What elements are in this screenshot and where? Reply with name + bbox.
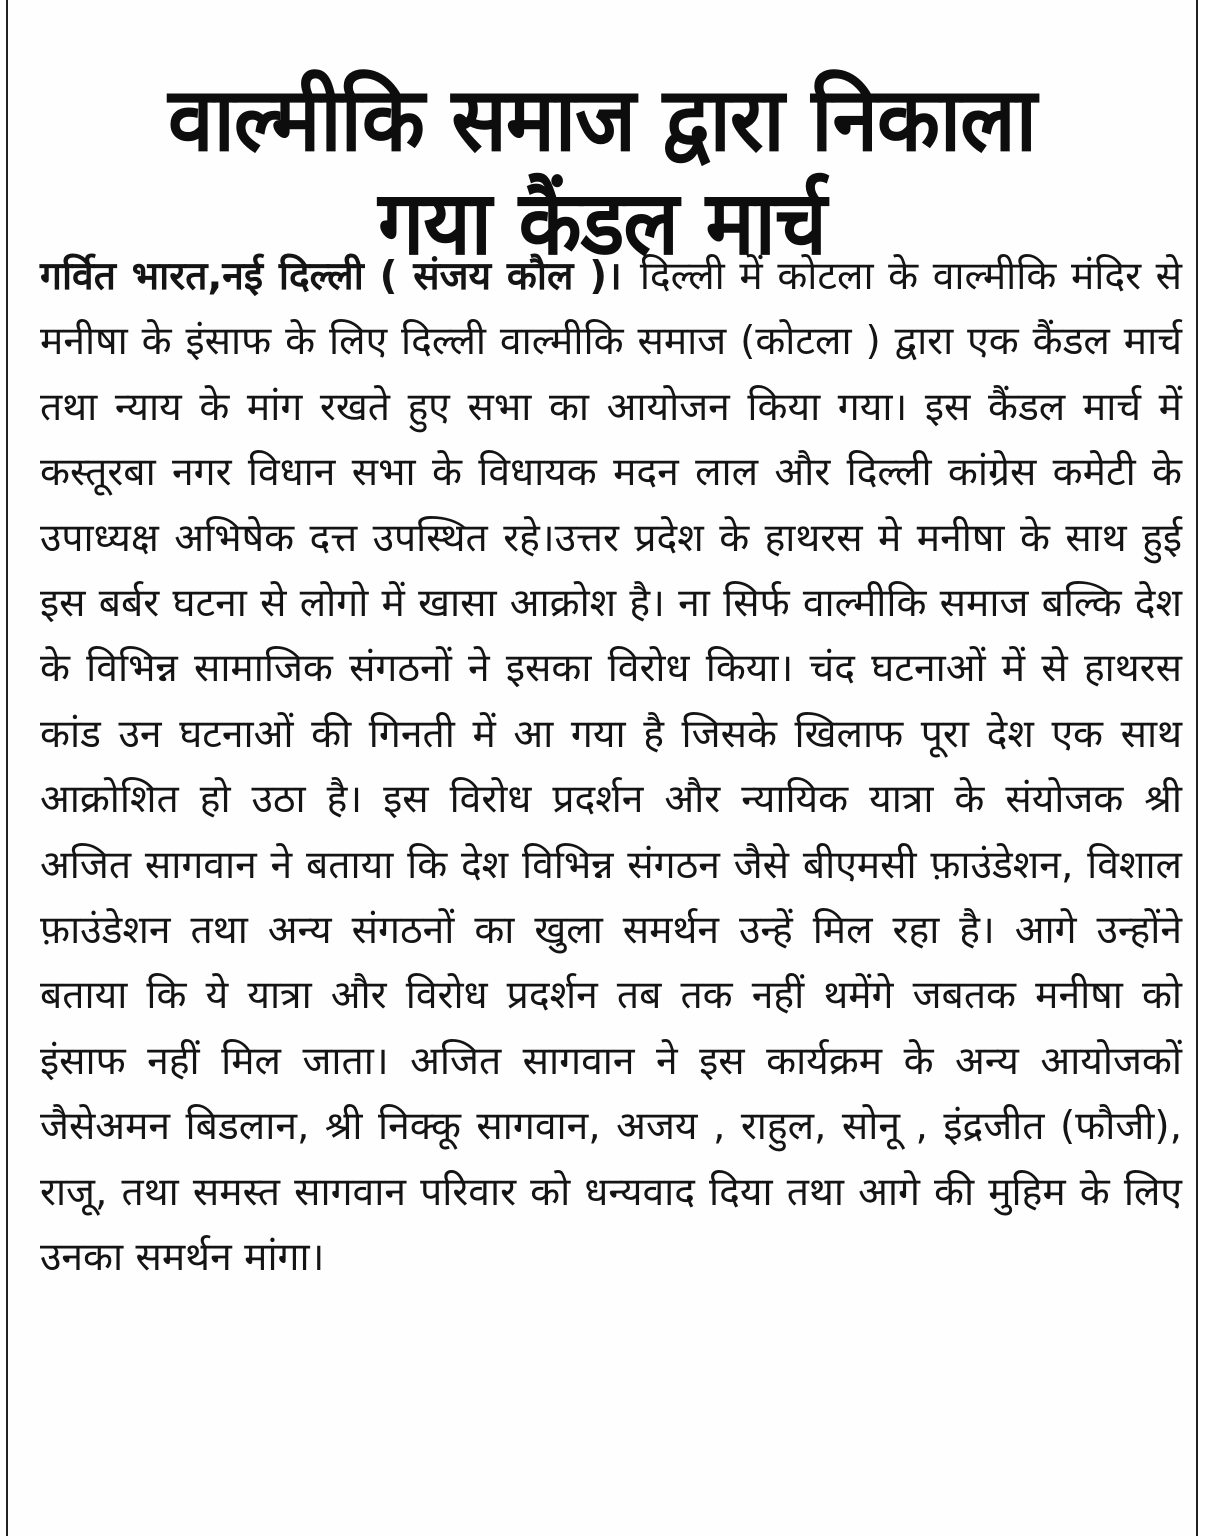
article-dateline: गर्वित भारत,नई दिल्ली ( संजय कौल )।	[40, 254, 622, 299]
article-text: दिल्ली में कोटला के वाल्मीकि मंदिर से मनीषा के इंसाफ के लिए दिल्ली वाल्मीकि समाज (कोटला ) द्वारा एक कैंडल मार्च तथा न्याय के मांग रखते हुए सभा का आयोजन किया गया। इस कैंडल मार्च में कस्तूरबा नगर विधान सभा के विधायक मदन लाल और दिल्ली कांग्रेस कमेटी के उपाध्यक्ष अभिषेक दत्त उपस्थित रहे।उत्तर प्रदेश के हाथरस मे मनीषा के साथ हुई इस बर्बर घटना से लोगो में खासा आक्रोश है। ना सिर्फ वाल्मीकि समाज बल्कि देश के विभिन्न सामाजिक संगठनों ने इसका विरोध किया। चंद घटनाओं में से हाथरस कांड उन घटनाओं की गिनती में आ गया है जिसके खिलाफ पूरा देश एक साथ आक्रोशित हो उठा है। इस विरोध प्रदर्शन और न्यायिक यात्रा के संयोजक श्री अजित सागवान ने बताया कि देश विभिन्न संगठन जैसे बीएमसी फ़ाउंडेशन, विशाल फ़ाउंडेशन तथा अन्य संगठनों का खुला समर्थन उन्हें मिल रहा है। आगे उन्होंने बताया कि ये यात्रा और विरोध प्रदर्शन तब तक नहीं थमेंगे जबतक मनीषा को इंसाफ नहीं मिल जाता। अजित सागवान ने इस कार्यक्रम के अन्य आयोजकों जैसेअमन बिडलान, श्री निक्कू सागवान, अजय , राहुल, सोनू , इंद्रजीत (फौजी), राजू, तथा समस्त सागवान परिवार को धन्यवाद दिया तथा आगे की मुहिम के लिए उनका समर्थन मांगा।	[40, 254, 1182, 1281]
headline-line-2: गया कैंडल मार्च	[378, 172, 826, 276]
article-body	[40, 244, 1182, 1291]
headline-line-1: वाल्मीकि समाज द्वारा निकाला	[167, 68, 1036, 172]
newspaper-clipping	[6, 0, 1198, 1536]
